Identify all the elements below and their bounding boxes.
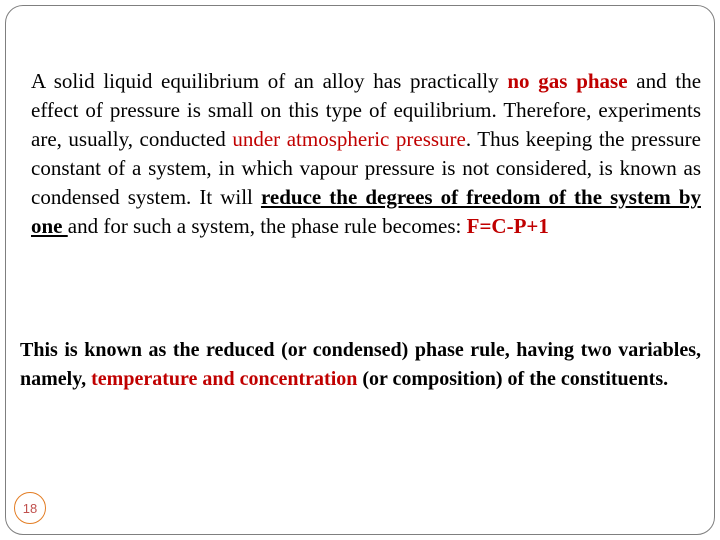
p1-text-1: A solid liquid equilibrium of an alloy has practically — [31, 69, 508, 93]
paragraph-condensed-system — [31, 67, 701, 241]
p1-text-2: and the effect of pressure is small on this type of equilibrium. Therefore, experiments are, usually, conducted — [31, 69, 702, 151]
p1-text-3: . Thus keeping the pressure constant of a system, in which vapour pressure is not considered, is known as condensed system. It will — [31, 127, 701, 209]
p2-text-2: (or composition) of the constituents. — [357, 368, 669, 390]
paragraph-reduced-phase-rule — [20, 336, 701, 394]
p2-text-1: This is known as the reduced (or condensed) phase rule, having two variables, namely, — [20, 339, 701, 390]
p1-formula: F=C-P+1 — [466, 214, 549, 238]
p1-highlight-atmospheric-pressure: under atmospheric pressure — [232, 127, 466, 151]
page-number: 18 — [22, 500, 38, 516]
p1-highlight-no-gas-phase: no gas phase — [507, 69, 628, 93]
page-number-badge — [14, 492, 46, 524]
p2-highlight-variables: temperature and concentration — [91, 368, 358, 390]
p1-text-4: and for such a system, the phase rule becomes: — [67, 214, 467, 238]
p1-emphasis-reduce-degrees: reduce the degrees of freedom of the system by one — [31, 185, 701, 238]
